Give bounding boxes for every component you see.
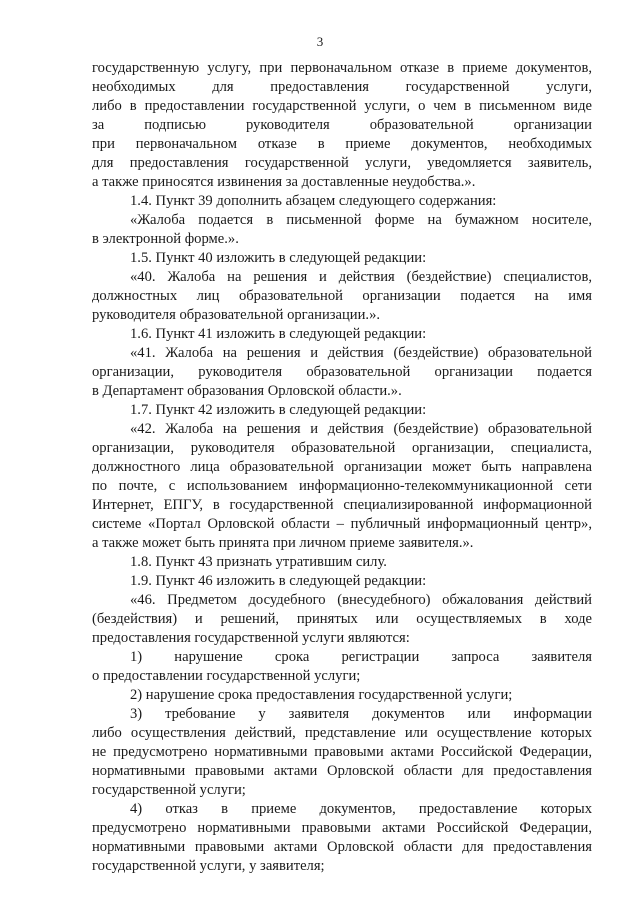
text-line: за подписью руководителя образовательной организации: [92, 117, 592, 133]
text-line: предусмотрено нормативными правовыми актами Российской Федерации,: [92, 820, 592, 836]
text-line: либо осуществления действий, представление или осуществление которых: [92, 725, 592, 741]
text-line: (бездействия) и решений, принятых или осуществляемых в ходе: [92, 611, 592, 627]
text-line: системе «Портал Орловской области – публичный информационный центр»,: [92, 516, 592, 532]
text-line: государственной услуги, у заявителя;: [92, 858, 325, 874]
text-line: либо в предоставлении государственной услуги, о чем в письменном виде: [92, 98, 592, 114]
text-line: 1.8. Пункт 43 признать утратившим силу.: [130, 554, 387, 570]
text-line: «41. Жалоба на решения и действия (бездействие) образовательной: [130, 345, 592, 361]
text-line: в Департамент образования Орловской области.».: [92, 383, 402, 399]
text-line: 1.4. Пункт 39 дополнить абзацем следующего содержания:: [130, 193, 497, 209]
text-line: организации, руководителя образовательной организации подается: [92, 364, 592, 380]
text-line: 1.5. Пункт 40 изложить в следующей редакции:: [130, 250, 427, 266]
document-body: [92, 59, 592, 876]
text-line: 1) нарушение срока регистрации запроса заявителя: [130, 649, 592, 665]
text-line: «40. Жалоба на решения и действия (бездействие) специалистов,: [130, 269, 592, 285]
text-line: 1.7. Пункт 42 изложить в следующей редакции:: [130, 402, 427, 418]
text-line: «42. Жалоба на решения и действия (бездействие) образовательной: [130, 421, 592, 437]
text-line: 1.9. Пункт 46 изложить в следующей редакции:: [130, 573, 427, 589]
text-line: организации, руководителя образовательной организации, специалиста,: [92, 440, 592, 456]
text-line: государственную услугу, при первоначальном отказе в приеме документов,: [92, 60, 592, 76]
text-line: 3) требование у заявителя документов или информации: [130, 706, 592, 722]
text-line: государственной услуги;: [92, 782, 246, 798]
text-line: в электронной форме.».: [92, 231, 239, 247]
text-line: должностных лиц образовательной организации подается на имя: [92, 288, 592, 304]
text-line: «Жалоба подается в письменной форме на бумажном носителе,: [130, 212, 592, 228]
text-line: при первоначальном отказе в приеме документов, необходимых: [92, 136, 592, 152]
text-line: о предоставлении государственной услуги;: [92, 668, 361, 684]
text-line: 1.6. Пункт 41 изложить в следующей редакции:: [130, 326, 427, 342]
page-number: 3: [316, 34, 324, 49]
text-line: а также приносятся извинения за доставленные неудобства.».: [92, 174, 476, 190]
text-line: руководителя образовательной организации.».: [92, 307, 381, 323]
text-line: не предусмотрено нормативными правовыми актами Российской Федерации,: [92, 744, 592, 760]
text-line: нормативными правовыми актами Орловской области для предоставления: [92, 763, 592, 779]
text-line: нормативными правовыми актами Орловской области для предоставления: [92, 839, 592, 855]
text-line: 2) нарушение срока предоставления государственной услуги;: [130, 687, 513, 703]
text-line: по почте, с использованием информационно-телекоммуникационной сети: [92, 478, 592, 494]
text-line: а также может быть принята при личном приеме заявителя.».: [92, 535, 474, 551]
text-line: предоставления государственной услуги являются:: [92, 630, 410, 646]
text-line: для предоставления государственной услуги, уведомляется заявитель,: [92, 155, 592, 171]
text-line: необходимых для предоставления государственной услуги,: [92, 79, 592, 95]
text-line: должностного лица образовательной организации может быть направлена: [92, 459, 592, 475]
text-line: «46. Предметом досудебного (внесудебного) обжалования действий: [130, 592, 592, 608]
text-line: 4) отказ в приеме документов, предоставление которых: [130, 801, 592, 817]
text-line: Интернет, ЕПГУ, в государственной специализированной информационной: [92, 497, 592, 513]
